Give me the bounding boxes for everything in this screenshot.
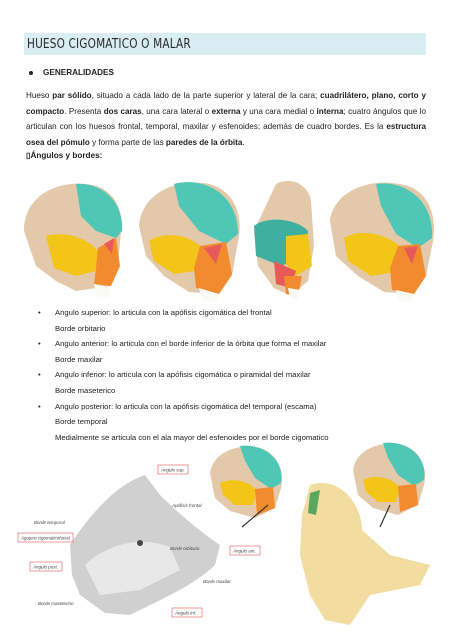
- label-angulo-post: Ángulo post.: [33, 564, 59, 570]
- label-borde-maxilar: Borde maxilar: [203, 579, 231, 584]
- page-title: HUESO CIGOMATICO O MALAR: [27, 36, 191, 52]
- paragraph-run: , situado a cada lado de la parte superior y lateral de la cara;: [91, 91, 321, 100]
- border-item: Borde orbitario: [55, 323, 106, 333]
- paragraph-run: dos caras: [103, 106, 142, 116]
- label-borde-orbitario: Borde orbitario: [170, 546, 200, 551]
- paragraph-run: y una cara medial o: [240, 106, 317, 116]
- skull-views-illustration: [16, 176, 440, 306]
- label-borde-temporal: Borde temporal: [34, 520, 65, 525]
- angle-item-text: Angulo anterior: lo articula con el borde inferior de la órbita que forma el maxilar: [55, 339, 327, 349]
- paragraph-run: ; cuatro ángulos que lo articulan con los huesos frontal, temporal, maxilar y esfenoides; además de cuadro bordes. Es la: [26, 106, 426, 131]
- skull-small-1: [210, 446, 282, 518]
- paragraph-run: estructura osea del pómulo: [26, 122, 426, 147]
- bullet-icon: •: [38, 339, 41, 349]
- angles-list: [38, 305, 428, 445]
- title-bar: [24, 33, 426, 55]
- angle-item: [38, 367, 428, 383]
- border-item: Borde temporal: [55, 417, 108, 427]
- description-paragraph: [26, 88, 426, 150]
- border-item: Borde maseterico: [55, 385, 116, 395]
- section-heading-text: GENERALIDADES: [43, 68, 114, 77]
- paragraph-run: cuadrilátero, plano, corto y compacto: [26, 91, 426, 116]
- paragraph-run: . Presenta: [64, 106, 104, 116]
- skull-lateral-view-3: [330, 183, 434, 302]
- paragraph-run: Hueso: [26, 91, 53, 100]
- paragraph-run: y forma parte de las: [89, 137, 166, 147]
- angle-item-text: Angulo inferior: lo articula con la apófisis cigomática o piramidal del maxilar: [55, 370, 311, 380]
- foramen-mark: [137, 540, 143, 546]
- bullet-icon: [29, 71, 33, 75]
- bullet-icon: •: [38, 370, 41, 380]
- paragraph-run: .: [242, 137, 245, 147]
- angle-item: [38, 399, 428, 415]
- angle-item-text: Angulo superior: lo articula con la apófisis cigomática del frontal: [55, 308, 272, 317]
- paragraph-run: externa: [211, 106, 241, 116]
- zygomatic-bone-diagram: [10, 435, 443, 635]
- paragraph-run: interna: [316, 106, 344, 116]
- bullet-icon: •: [38, 308, 41, 317]
- label-borde-maseterino: Borde maseterino: [38, 601, 74, 606]
- subheading: [26, 150, 102, 160]
- label-angulo-inf: Ángulo inf.: [175, 610, 197, 616]
- skull-internal-view: [254, 181, 314, 300]
- border-item: Medialmente se articula con el ala mayor del esfenoides por el borde cigomatico: [55, 432, 329, 442]
- skull-lateral-view-2: [139, 182, 240, 302]
- label-angulo-ant: Ángulo ant.: [233, 548, 256, 554]
- paragraph-run: , una cara lateral o: [141, 106, 212, 116]
- label-apofisis-frontal: Apófisis frontal: [172, 503, 202, 508]
- angle-item: [38, 305, 428, 321]
- border-item: Borde maxilar: [55, 354, 103, 364]
- angle-item: [38, 336, 428, 352]
- bullet-icon: •: [38, 401, 41, 411]
- skull-small-2: [353, 443, 425, 515]
- label-angulo-sup: Ángulo sup.: [161, 467, 185, 473]
- paragraph-run: paredes de la órbita: [165, 137, 243, 147]
- label-agujero: Agujero cigomaticofacial: [21, 535, 70, 541]
- angle-item-text: Angulo posterior: lo articula con la apófisis cigomática del temporal (escama): [55, 401, 317, 411]
- paragraph-run: par sólido: [52, 91, 92, 100]
- skull-lateral-view-1: [24, 184, 122, 298]
- subheading-marker: ▯: [26, 151, 31, 160]
- section-heading: [29, 68, 114, 77]
- subheading-text: Ángulos y bordes:: [30, 151, 103, 160]
